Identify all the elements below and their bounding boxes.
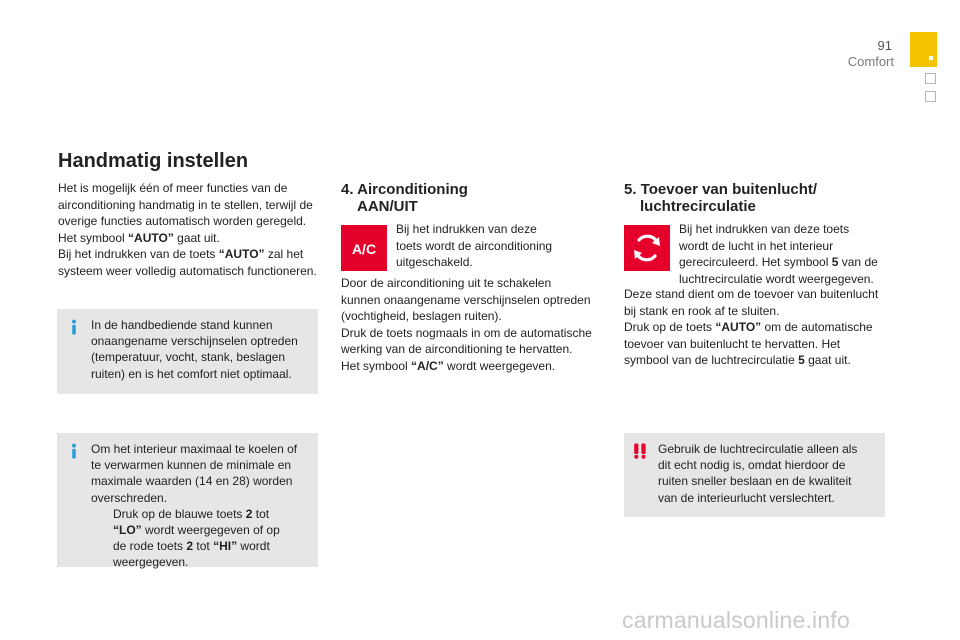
chapter-title: Comfort <box>847 54 894 69</box>
text-line: Het is mogelijk één of meer functies van de <box>58 181 288 195</box>
info-box <box>57 309 318 394</box>
key-label: “A/C” <box>411 358 444 373</box>
ac-button-label: A/C <box>351 241 377 257</box>
info-icon <box>66 443 82 459</box>
key-label: “AUTO” <box>128 230 174 245</box>
warning-box <box>624 433 885 517</box>
recirculation-button-description: Bij het indrukken van deze toets wordt de lucht in het interieur gerecirculeerd. Het symbool 5 van de luchtrecirculatie wordt weergegeven. <box>679 222 878 286</box>
text-line: systeem weer volledig automatisch functioneren. <box>58 263 317 278</box>
text-line: airconditioning handmatig in te stellen, terwijl de <box>58 197 313 212</box>
info-text: Om het interieur maximaal te koelen of te verwarmen kunnen de minimale en maximale waarden (14 en 28) worden overschreden. Druk op de blauwe toets 2 tot “LO” wordt weergegeven of op de rode toets 2 tot “HI” wordt weergegeven. <box>91 441 309 571</box>
page-number: 91 <box>877 38 892 53</box>
text-line: Het symbool “AUTO” gaat uit. <box>58 230 220 245</box>
recirculation-button-icon <box>624 225 670 271</box>
ac-button-icon <box>341 225 387 271</box>
chapter-tab[interactable] <box>925 73 936 84</box>
key-label: “AUTO” <box>218 247 265 261</box>
ac-button-description: Bij het indrukken van deze toets wordt de airconditioning uitgeschakeld. <box>396 222 553 269</box>
text-line: Bij het indrukken van de toets “AUTO” zal het <box>58 247 304 261</box>
watermark: carmanualsonline.info <box>622 607 850 633</box>
bullet-item: Druk op de blauwe toets 2 tot “LO” wordt weergegeven of op de rode toets 2 tot “HI” wordt weergegeven. <box>113 506 280 570</box>
intro-paragraph <box>58 180 323 279</box>
recirculation-paragraph: Deze stand dient om de toevoer van buitenlucht bij stank en rook af te sluiten. Druk op de toets “AUTO” om de automatische toevoer van buitenlucht te hervatten. Het symbool van de luchtrecirculatie 5 gaat uit. <box>624 287 879 367</box>
tab-marker-icon <box>929 56 933 60</box>
info-box <box>57 433 318 570</box>
key-label: “AUTO” <box>715 320 762 334</box>
text-line: overige functies automatisch worden geregeld. <box>58 214 307 228</box>
chapter-tab-active[interactable] <box>910 32 937 67</box>
airco-paragraph: Door de airconditioning uit te schakelen kunnen onaangename verschijnselen optreden (vochtigheid, beslagen ruiten). Druk de toets nogmaals in om de automatische werking van de airconditioning te hervatten. Het symbool “A/C” wordt weergegeven. <box>341 276 592 373</box>
section-heading-manual: Handmatig instellen <box>58 150 249 172</box>
warning-text: Gebruik de luchtrecirculatie alleen als dit echt nodig is, omdat hierdoor de ruiten sneller beslaan en de kwaliteit van de interieurlucht verslechtert. <box>658 442 858 505</box>
section-heading-recirculation: 5. Toevoer van buitenlucht/ luchtrecirculatie <box>624 181 818 215</box>
section-heading-airco: 4. Airconditioning AAN/UIT <box>341 181 468 215</box>
chapter-tab[interactable] <box>925 91 936 102</box>
info-icon <box>66 319 82 335</box>
warning-icon <box>633 443 649 459</box>
info-text: In de handbediende stand kunnen onaangename verschijnselen optreden (temperatuur, vocht, stank, beslagen ruiten) en is het comfort niet optimaal. <box>91 318 298 381</box>
